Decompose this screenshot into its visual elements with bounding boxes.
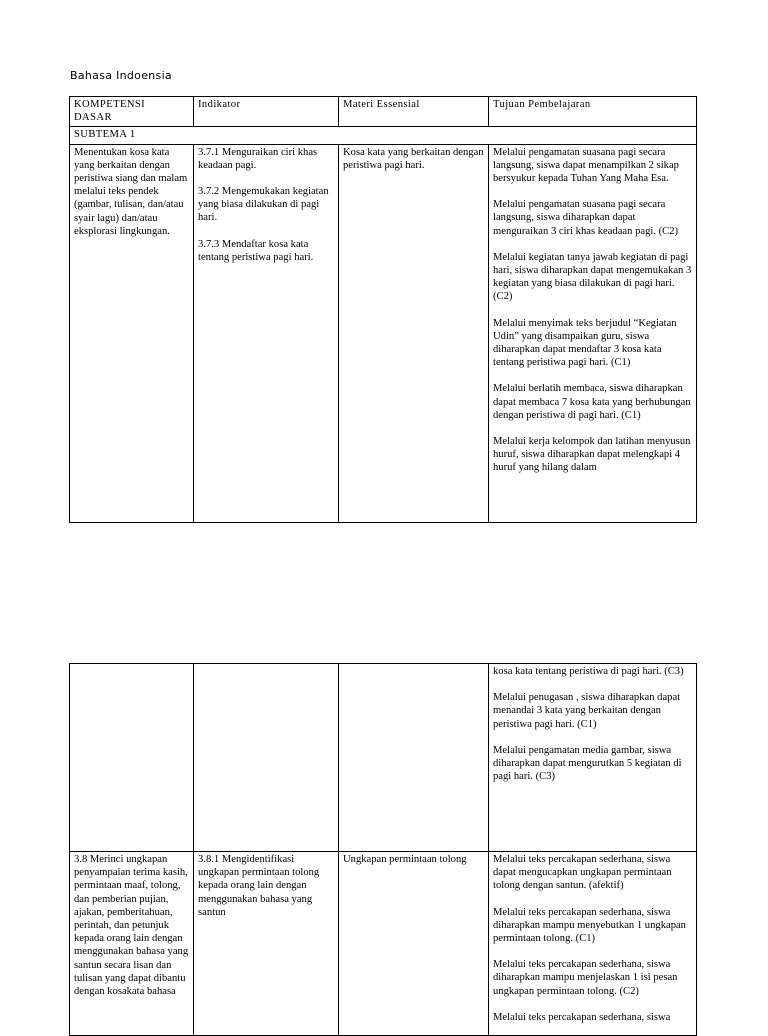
tujuan-item: Melalui teks percakapan sederhana, siswa diharapkan mampu menyebutkan 1 ungkapan permintaan tolong. (C1) [493,906,686,945]
materi-cell: Ungkapan permintaan tolong [339,852,489,1036]
tujuan-cell [489,664,697,852]
subject-title: Bahasa Indoensia [70,69,172,82]
tujuan-item: kosa kata tentang peristiwa di pagi hari. (C3) [493,666,684,677]
empty-cell [194,664,339,852]
lesson-table-page-1 [69,96,697,523]
tujuan-item: Melalui berlatih membaca, siswa diharapkan dapat membaca 7 kosa kata yang berhubungan dengan peristiwa di pagi hari. (C1) [493,383,691,421]
tujuan-cell [489,144,697,522]
header-kompetensi-dasar: KOMPETENSI DASAR [70,97,194,127]
indikator-item: 3.7.1 Menguraikan ciri khas keadaan pagi. [198,146,318,171]
indikator-cell: 3.8.1 Mengidentifikasi ungkapan permintaan tolong kepada orang lain dengan menggunakan bahasa yang santun [194,852,339,1036]
header-indikator: Indikator [194,97,339,127]
subtema-label: SUBTEMA 1 [70,127,697,144]
materi-cell: Kosa kata yang berkaitan dengan peristiwa pagi hari. [339,144,489,522]
tujuan-item: Melalui kegiatan tanya jawab kegiatan di pagi hari, siswa diharapkan dapat mengemukakan 3 kegiatan yang biasa dilakukan di pagi hari. (C2) [493,251,692,303]
kompetensi-dasar-cell: 3.8 Merinci ungkapan penyampaian terima kasih, permintaan maaf, tolong, dan pemberian pujian, ajakan, pemberitahuan, perintah, dan petunjuk kepada orang lain dengan menggunakan bahasa yang santun secara lisan dan tulisan yang dapat dibantu dengan kosakata bahasa [70,852,194,1036]
tujuan-item: Melalui kerja kelompok dan latihan menyusun huruf, siswa diharapkan dapat melengkapi 4 huruf yang hilang dalam [493,436,691,474]
empty-cell [339,664,489,852]
table-row [70,144,697,522]
empty-cell [70,664,194,852]
tujuan-item: Melalui pengamatan suasana pagi secara langsung, siswa diharapkan dapat menguraikan 3 ciri khas keadaan pagi. (C2) [493,199,679,237]
table-header-row [70,97,697,127]
tujuan-item: Melalui pengamatan media gambar, siswa diharapkan dapat mengurutkan 5 kegiatan di pagi hari. (C3) [493,744,682,783]
table-row [70,664,697,852]
subtema-row [70,127,697,144]
tujuan-item: Melalui teks percakapan sederhana, siswa diharapkan mampu menjelaskan 1 isi pesan ungkapan permintaan tolong. (C2) [493,959,678,997]
indikator-cell [194,144,339,522]
indikator-item: 3.7.2 Mengemukakan kegiatan yang biasa dilakukan di pagi hari. [198,186,329,224]
tujuan-item: Melalui penugasan , siswa diharapkan dapat menandai 3 kata yang berkaitan dengan peristiwa pagi hari. (C1) [493,692,681,730]
table-row [70,852,697,1036]
tujuan-cell [489,852,697,1036]
tujuan-item: Melalui teks percakapan sederhana, siswa dapat mengucapkan ungkapan permintaan tolong dengan santun. (afektif) [493,854,672,892]
tujuan-item: Melalui pengamatan suasana pagi secara langsung, siswa dapat menampilkan 2 sikap bersyukur kepada Tuhan Yang Maha Esa. [493,146,679,185]
header-tujuan-pembelajaran: Tujuan Pembelajaran [489,97,697,127]
header-materi-essensial: Materi Essensial [339,97,489,127]
lesson-table-page-2 [69,663,697,1036]
tujuan-item: Melalui teks percakapan sederhana, siswa [493,1011,671,1023]
indikator-item: 3.7.3 Mendaftar kosa kata tentang peristiwa pagi hari. [198,238,314,263]
kompetensi-dasar-cell: Menentukan kosa kata yang berkaitan dengan peristiwa siang dan malam melalui teks pendek (gambar, tulisan, dan/atau syair lagu) dan/atau eksplorasi lingkungan. [70,144,194,522]
tujuan-item: Melalui menyimak teks berjudul “Kegiatan Udin” yang disampaikan guru, siswa diharapkan dapat mendaftar 3 kosa kata tentang peristiwa pagi hari. (C1) [493,317,677,369]
